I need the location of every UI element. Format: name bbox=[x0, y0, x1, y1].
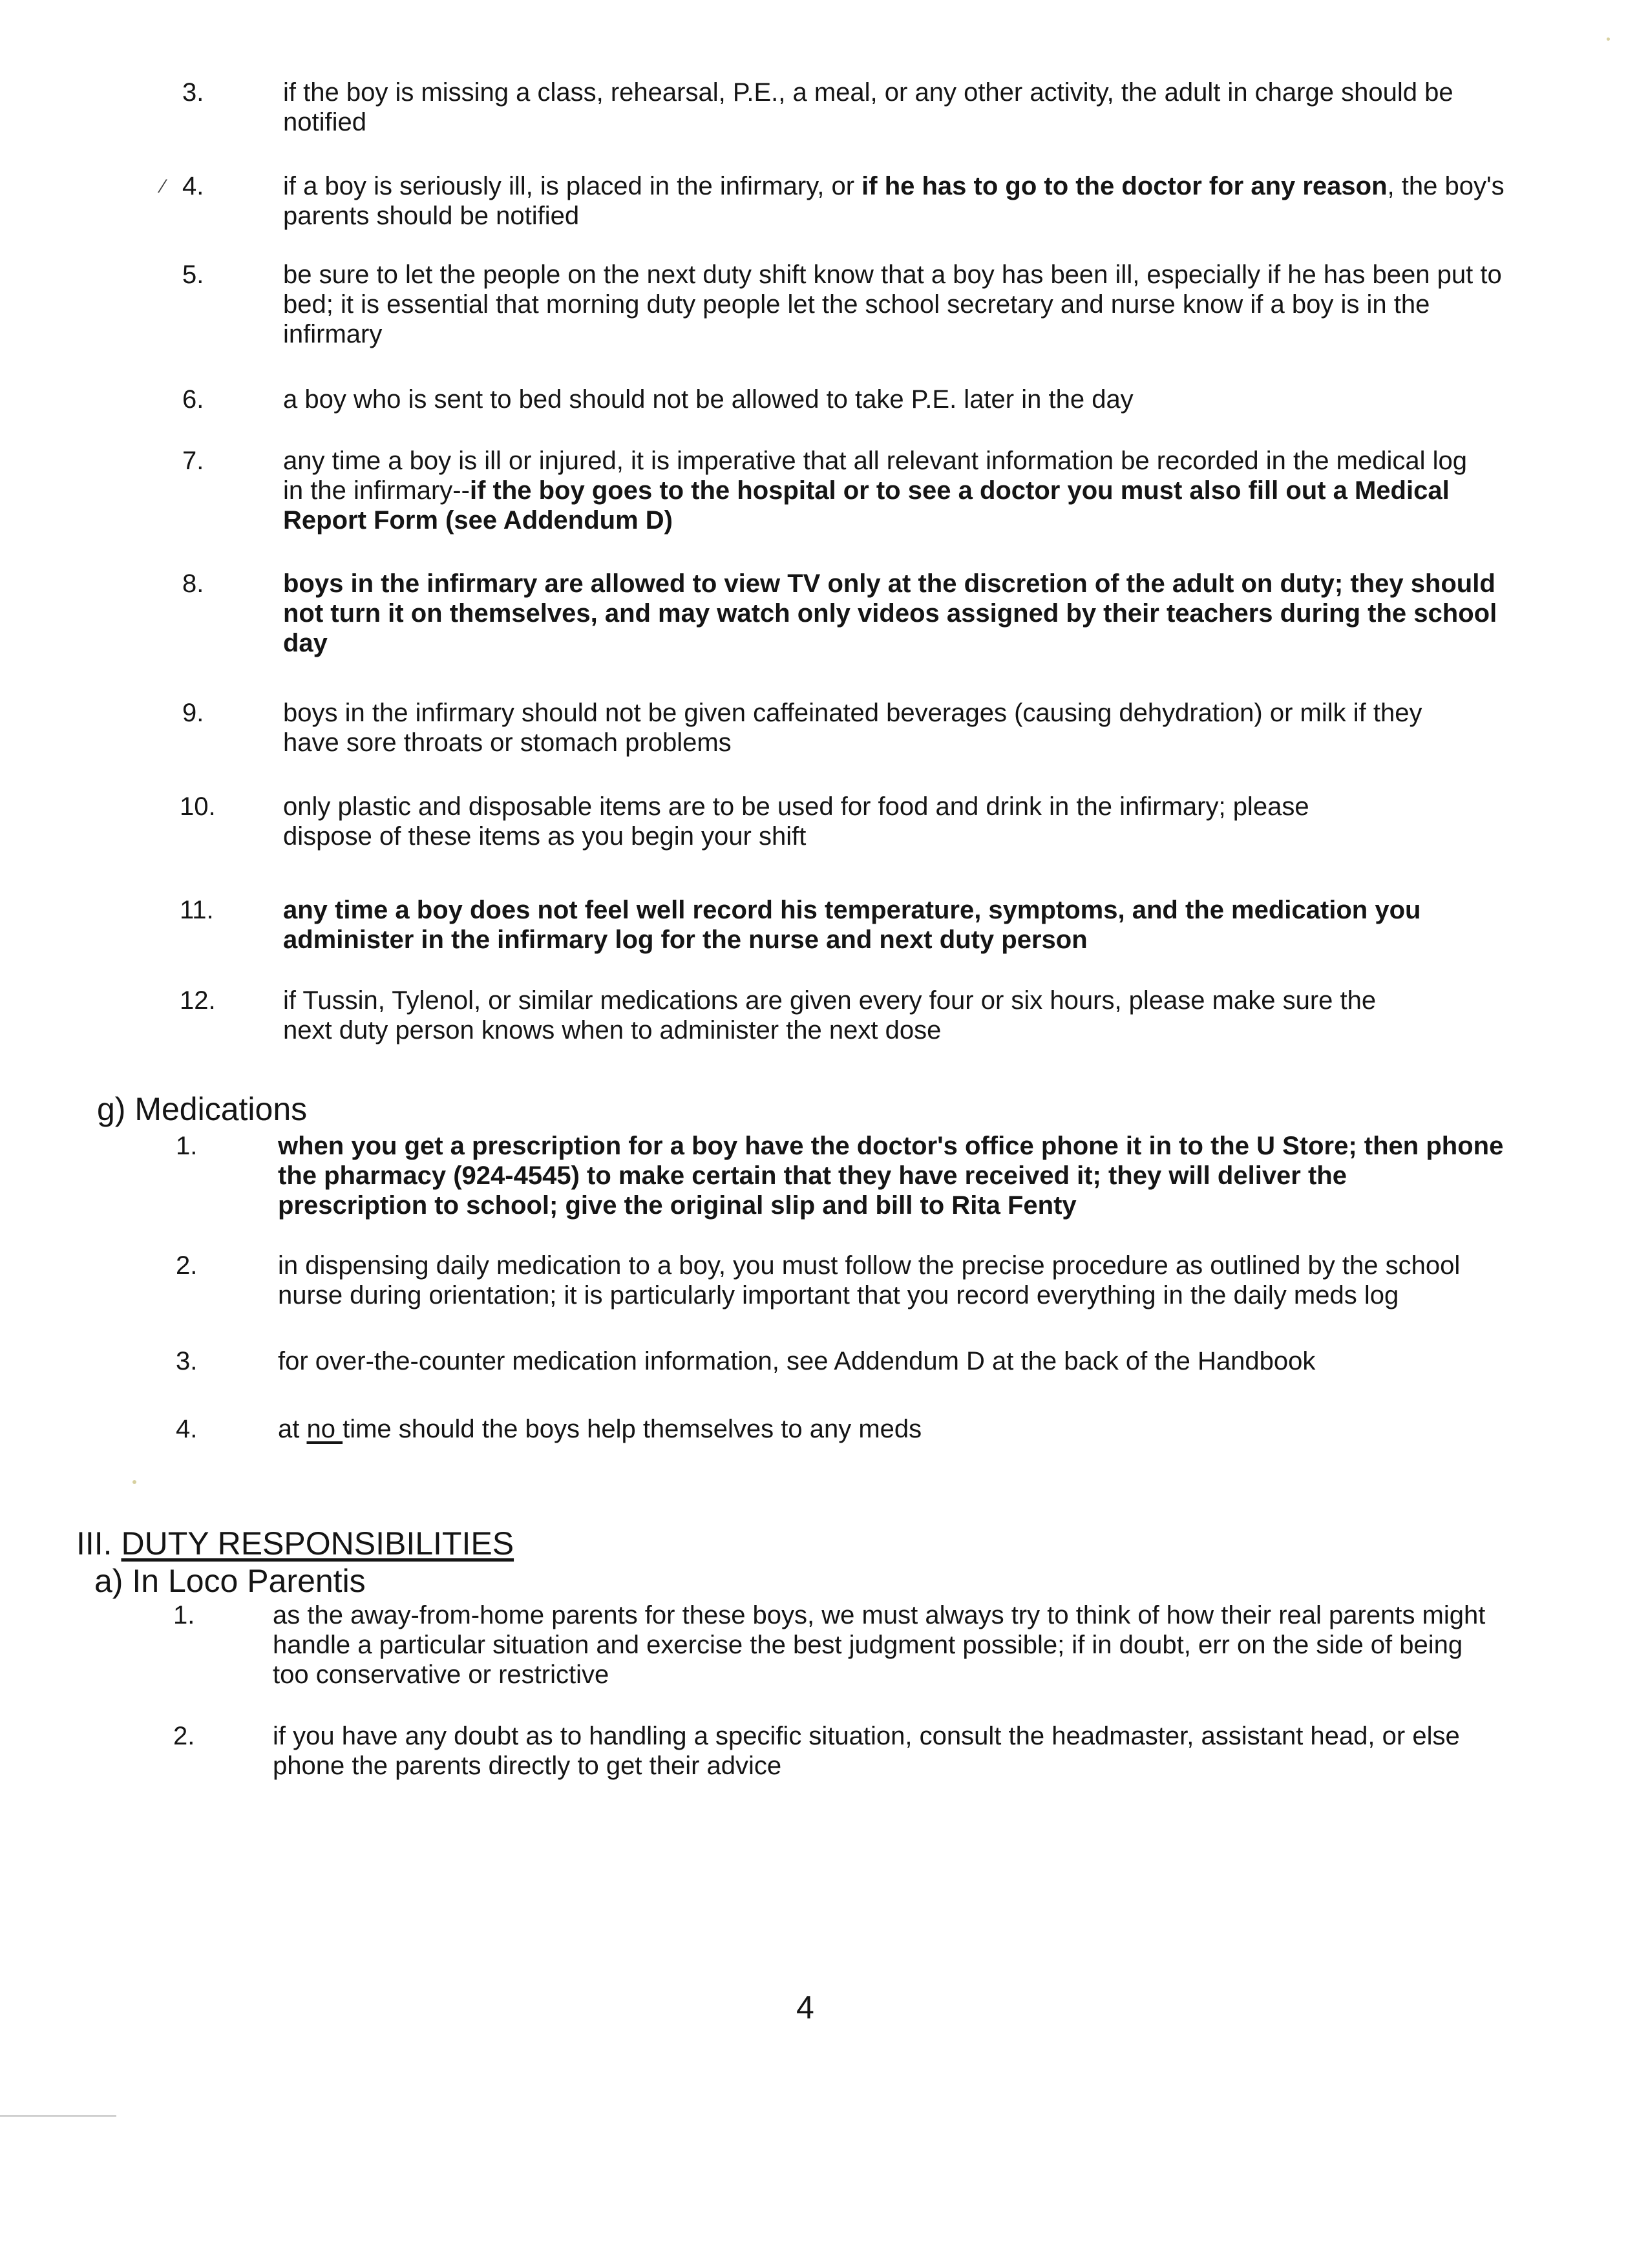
text-line bbox=[278, 1131, 1558, 1161]
item-text bbox=[283, 78, 1563, 137]
text-line bbox=[283, 385, 1563, 414]
text-line bbox=[273, 1751, 1552, 1781]
text-line bbox=[283, 986, 1563, 1015]
text-run: dispose of these items as you begin your shift bbox=[283, 822, 807, 851]
stray-pen-mark: ⁄ bbox=[162, 176, 165, 197]
text-run: bed; it is essential that morning duty people let the school secretary and nurse know if a boy is in the bbox=[283, 290, 1430, 319]
text-line bbox=[283, 260, 1563, 290]
text-line bbox=[283, 290, 1563, 319]
text-line bbox=[278, 1161, 1558, 1191]
text-line bbox=[273, 1630, 1552, 1660]
item-number: 1. bbox=[173, 1601, 195, 1629]
text-line bbox=[283, 895, 1563, 925]
item-number: 8. bbox=[182, 569, 204, 598]
text-line bbox=[278, 1191, 1558, 1220]
text-line bbox=[283, 78, 1563, 107]
text-run: nurse during orientation; it is particularly important that you record everything in the daily meds log bbox=[278, 1281, 1399, 1309]
text-line bbox=[283, 446, 1563, 476]
item-number: 6. bbox=[182, 385, 204, 414]
item-text bbox=[283, 385, 1563, 414]
bold-emphasis: if he has to go to the doctor for any reason bbox=[861, 172, 1388, 200]
text-run: infirmary bbox=[283, 320, 383, 348]
item-text bbox=[283, 260, 1563, 349]
text-run: next duty person knows when to administer the next dose bbox=[283, 1016, 942, 1044]
bold-emphasis: administer in the infirmary log for the nurse and next duty person bbox=[283, 926, 1088, 954]
text-run: as the away-from-home parents for these boys, we must always try to think of how their real parents might bbox=[273, 1601, 1486, 1629]
text-run: too conservative or restrictive bbox=[273, 1660, 609, 1689]
item-number: 12. bbox=[180, 986, 216, 1015]
item-text bbox=[278, 1414, 1558, 1444]
bold-emphasis: day bbox=[283, 629, 328, 657]
text-run: for over-the-counter medication information, see Addendum D at the back of the Handbook bbox=[278, 1347, 1316, 1375]
text-run: in the infirmary-- bbox=[283, 476, 470, 505]
item-number: 2. bbox=[173, 1722, 195, 1750]
text-run: if Tussin, Tylenol, or similar medications are given every four or six hours, please make sure the bbox=[283, 986, 1377, 1015]
text-line bbox=[283, 505, 1563, 535]
text-line bbox=[283, 171, 1563, 201]
item-number: 3. bbox=[176, 1347, 198, 1375]
text-run: in dispensing daily medication to a boy, you must follow the precise procedure as outlined by the school bbox=[278, 1251, 1461, 1280]
text-run: only plastic and disposable items are to be used for food and drink in the infirmary; please bbox=[283, 792, 1309, 821]
item-text bbox=[278, 1346, 1558, 1376]
text-line bbox=[278, 1251, 1558, 1280]
item-text bbox=[283, 698, 1563, 758]
page-number: 4 bbox=[796, 1989, 814, 2026]
text-line bbox=[283, 792, 1563, 821]
section-roman-numeral: III. bbox=[76, 1525, 112, 1562]
item-number: 10. bbox=[180, 792, 216, 821]
item-number: 5. bbox=[182, 260, 204, 289]
item-number: 2. bbox=[176, 1251, 198, 1280]
item-text bbox=[283, 569, 1563, 658]
text-line bbox=[278, 1346, 1558, 1376]
text-run: handle a particular situation and exercise the best judgment possible; if in doubt, err on the side of being bbox=[273, 1631, 1463, 1659]
section-title: DUTY RESPONSIBILITIES bbox=[121, 1525, 514, 1562]
item-text bbox=[278, 1131, 1558, 1220]
paper-speck bbox=[132, 1480, 136, 1484]
section-heading-duty-responsibilities bbox=[76, 1525, 514, 1562]
item-number: 1. bbox=[176, 1132, 198, 1160]
item-text bbox=[283, 171, 1563, 231]
underlined-emphasis: no bbox=[306, 1415, 343, 1443]
text-line bbox=[283, 319, 1563, 349]
bold-emphasis: boys in the infirmary are allowed to view TV only at the discretion of the adult on duty; they should bbox=[283, 569, 1495, 598]
text-line bbox=[283, 107, 1563, 137]
text-run: any time a boy is ill or injured, it is imperative that all relevant information be recorded in the medical log bbox=[283, 447, 1467, 475]
item-text bbox=[278, 1251, 1558, 1310]
text-run: if a boy is seriously ill, is placed in the infirmary, or bbox=[283, 172, 862, 200]
bold-emphasis: any time a boy does not feel well record his temperature, symptoms, and the medication you bbox=[283, 896, 1421, 924]
text-line bbox=[283, 821, 1563, 851]
text-line bbox=[283, 728, 1563, 758]
text-line bbox=[283, 201, 1563, 231]
item-number: 3. bbox=[182, 78, 204, 107]
item-text bbox=[283, 895, 1563, 955]
item-text bbox=[273, 1600, 1552, 1690]
text-run: if you have any doubt as to handling a specific situation, consult the headmaster, assistant head, or else bbox=[273, 1722, 1460, 1750]
text-line bbox=[283, 628, 1563, 658]
text-run: notified bbox=[283, 108, 366, 136]
paper-speck bbox=[1607, 37, 1610, 41]
text-run: time should the boys help themselves to any meds bbox=[343, 1415, 922, 1443]
text-line bbox=[283, 599, 1563, 628]
text-line bbox=[273, 1600, 1552, 1630]
item-text bbox=[283, 792, 1563, 851]
item-number: 11. bbox=[180, 896, 214, 924]
text-line bbox=[283, 476, 1563, 505]
text-line bbox=[278, 1414, 1558, 1444]
bold-emphasis: when you get a prescription for a boy have the doctor's office phone it in to the U Store; then phone bbox=[278, 1132, 1504, 1160]
sub-heading-in-loco-parentis: a) In Loco Parentis bbox=[94, 1563, 366, 1599]
item-number: 9. bbox=[182, 699, 204, 727]
bold-emphasis: prescription to school; give the original slip and bill to Rita Fenty bbox=[278, 1191, 1077, 1220]
text-run: be sure to let the people on the next duty shift know that a boy has been ill, especially if he has been put to bbox=[283, 260, 1502, 289]
text-line bbox=[273, 1660, 1552, 1690]
text-run: if the boy is missing a class, rehearsal, P.E., a meal, or any other activity, the adult in charge should be bbox=[283, 78, 1453, 107]
text-line bbox=[278, 1280, 1558, 1310]
item-number: 4. bbox=[176, 1415, 198, 1443]
item-text bbox=[283, 986, 1563, 1045]
text-run: phone the parents directly to get their advice bbox=[273, 1752, 782, 1780]
text-run: boys in the infirmary should not be given caffeinated beverages (causing dehydration) or milk if they bbox=[283, 699, 1422, 727]
bold-emphasis: if the boy goes to the hospital or to see a doctor you must also fill out a Medical bbox=[469, 476, 1450, 505]
item-text bbox=[283, 446, 1563, 535]
text-line bbox=[283, 925, 1563, 955]
section-heading-medications: g) Medications bbox=[97, 1091, 308, 1127]
bold-emphasis: the pharmacy (924-4545) to make certain that they have received it; they will deliver the bbox=[278, 1161, 1347, 1190]
scan-edge-line bbox=[0, 2115, 116, 2117]
bold-emphasis: not turn it on themselves, and may watch only videos assigned by their teachers during the school bbox=[283, 599, 1497, 628]
bold-emphasis: Report Form (see Addendum D) bbox=[283, 506, 673, 535]
text-line bbox=[273, 1721, 1552, 1751]
text-run: a boy who is sent to bed should not be allowed to take P.E. later in the day bbox=[283, 385, 1134, 414]
text-run: parents should be notified bbox=[283, 202, 580, 230]
text-line bbox=[283, 1015, 1563, 1045]
text-line bbox=[283, 698, 1563, 728]
item-number: 7. bbox=[182, 447, 204, 475]
item-number: 4. bbox=[182, 172, 204, 200]
item-text bbox=[273, 1721, 1552, 1781]
text-run: have sore throats or stomach problems bbox=[283, 728, 732, 757]
text-line bbox=[283, 569, 1563, 599]
text-run: , the boy's bbox=[1387, 172, 1505, 200]
text-run: at bbox=[278, 1415, 307, 1443]
